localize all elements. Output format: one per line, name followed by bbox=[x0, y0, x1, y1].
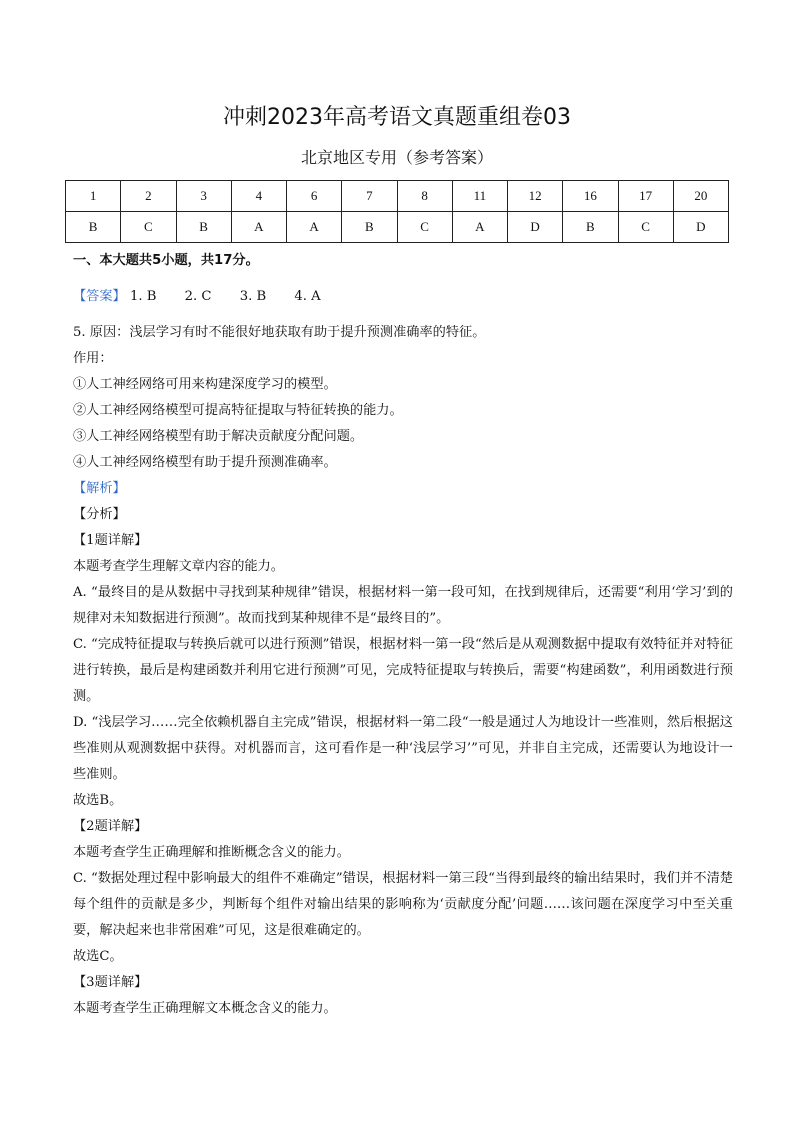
q3-intro: 本题考查学生正确理解文本概念含义的能力。 bbox=[73, 1001, 337, 1016]
question-number-cell: 16 bbox=[563, 181, 618, 212]
q2-pick: 故选C。 bbox=[73, 949, 123, 964]
answer-cell: C bbox=[397, 212, 452, 243]
q2-option-c: C. “数据处理过程中影响最大的组件不难确定”错误，根据材料一第三段“当得到最终的输出结果时，我们并不清楚每个组件的贡献是多少，判断每个组件对输出结果的影响称为‘贡献度分配’问题……该问题在深度学习中至关重要，解决起来也非常困难”可见，这是很难确定的。 bbox=[73, 871, 733, 938]
answer-cell: D bbox=[673, 212, 728, 243]
q5-effect-label: 作用： bbox=[73, 351, 113, 366]
answer-cell: B bbox=[342, 212, 397, 243]
q5-effect-item: ②人工神经网络模型可提高特征提取与特征转换的能力。 bbox=[73, 403, 403, 418]
question-number-cell: 17 bbox=[618, 181, 673, 212]
q2-intro: 本题考查学生正确理解和推断概念含义的能力。 bbox=[73, 845, 350, 860]
question-number-cell: 4 bbox=[231, 181, 286, 212]
question-number-cell: 6 bbox=[287, 181, 342, 212]
answer-cell: C bbox=[121, 212, 176, 243]
q5-effect-item: ④人工神经网络模型有助于提升预测准确率。 bbox=[73, 455, 337, 470]
q1-option-c: C. “完成特征提取与转换后就可以进行预测”错误，根据材料一第一段“然后是从观测数据中提取有效特征并对特征进行转换，最后是构建函数并利用它进行预测”可见，完成特征提取与转换后，需要“构建函数”，利用函数进行预测。 bbox=[73, 637, 733, 704]
question-number-cell: 2 bbox=[121, 181, 176, 212]
answer-cell: A bbox=[231, 212, 286, 243]
q1-option-a: A. “最终目的是从数据中寻找到某种规律”错误，根据材料一第一段可知，在找到规律后，还需要“利用‘学习’到的规律对未知数据进行预测”。故而找到某种规律不是“最终目的”。 bbox=[73, 585, 733, 626]
analysis-tag: 【解析】 bbox=[73, 481, 126, 496]
answer-cell: D bbox=[508, 212, 563, 243]
q5-effect-item: ③人工神经网络模型有助于解决贡献度分配问题。 bbox=[73, 429, 364, 444]
choice-answer: 2. C bbox=[184, 289, 212, 304]
answer-cell: A bbox=[452, 212, 507, 243]
answer-table-question-row bbox=[66, 181, 729, 212]
question-number-cell: 8 bbox=[397, 181, 452, 212]
answer-cell: B bbox=[563, 212, 618, 243]
answer-cell: B bbox=[66, 212, 121, 243]
answer-table-answer-row bbox=[66, 212, 729, 243]
document-subtitle: 北京地区专用（参考答案） bbox=[300, 148, 493, 167]
q2-detail-tag: 【2题详解】 bbox=[73, 819, 148, 834]
question-number-cell: 20 bbox=[673, 181, 728, 212]
question-number-cell: 3 bbox=[176, 181, 231, 212]
answer-line bbox=[73, 284, 733, 310]
answer-explanation bbox=[73, 248, 733, 1022]
document-title: 冲刺2023年高考语文真题重组卷03 bbox=[223, 105, 571, 130]
answer-cell: A bbox=[287, 212, 342, 243]
q1-option-d: D. “浅层学习……完全依赖机器自主完成”错误，根据材料一第二段“一般是通过人为地设计一些准则，然后根据这些准则从观测数据中获得。对机器而言，这可看作是一种‘浅层学习’”可见，并非自主完成，还需要认为地设计一些准则。 bbox=[73, 715, 733, 782]
question-number-cell: 11 bbox=[452, 181, 507, 212]
fenxi-tag: 【分析】 bbox=[73, 507, 126, 522]
q5-effect-item: ①人工神经网络可用来构建深度学习的模型。 bbox=[73, 377, 337, 392]
answer-cell: C bbox=[618, 212, 673, 243]
question-number-cell: 12 bbox=[508, 181, 563, 212]
question-number-cell: 7 bbox=[342, 181, 397, 212]
q5-reason: 5. 原因：浅层学习有时不能很好地获取有助于提升预测准确率的特征。 bbox=[73, 325, 486, 340]
choice-answer: 4. A bbox=[294, 289, 321, 304]
q3-detail-tag: 【3题详解】 bbox=[73, 975, 148, 990]
choice-answer: 3. B bbox=[239, 289, 267, 304]
question-number-cell: 1 bbox=[66, 181, 121, 212]
q1-intro: 本题考查学生理解文章内容的能力。 bbox=[73, 559, 284, 574]
answer-cell: B bbox=[176, 212, 231, 243]
choice-answer: 1. B bbox=[129, 289, 157, 304]
answer-tag: 【答案】 bbox=[73, 289, 126, 304]
section-heading: 一、本大题共5小题，共17分。 bbox=[73, 253, 259, 268]
q1-detail-tag: 【1题详解】 bbox=[73, 533, 148, 548]
q1-pick: 故选B。 bbox=[73, 793, 123, 808]
answer-key-table bbox=[65, 180, 729, 243]
